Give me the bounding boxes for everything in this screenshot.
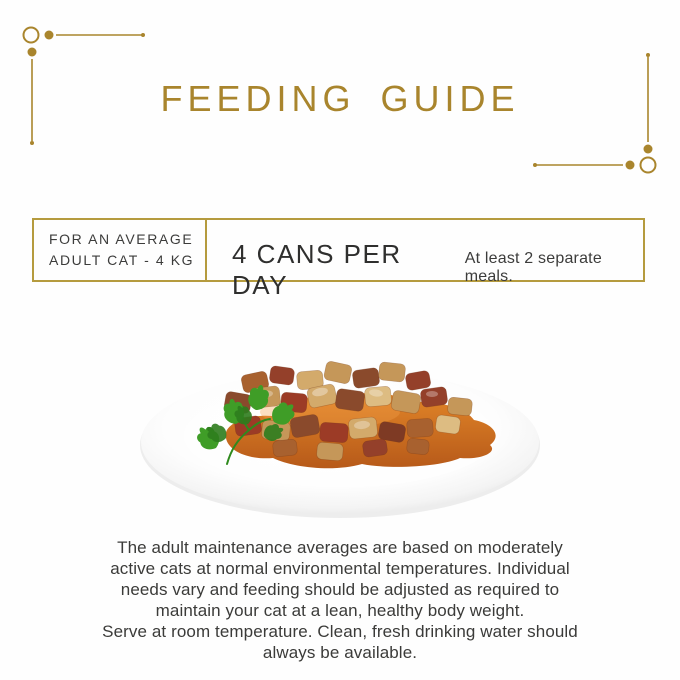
plate-of-food-image <box>130 350 550 528</box>
ration-amount: 4 CANS PER DAY <box>232 239 402 300</box>
page-title: FEEDING GUIDE <box>160 78 520 119</box>
note-line: The adult maintenance averages are based on moderately <box>117 538 563 557</box>
note-line: maintain your cat at a lean, healthy body weight. <box>155 601 525 620</box>
note-line: needs vary and feeding should be adjusted as required to <box>120 580 560 599</box>
note-line: always be available. <box>262 643 418 662</box>
note-line: Serve at room temperature. Clean, fresh drinking water should <box>102 622 578 641</box>
note-line: active cats at normal environmental temperatures. Individual <box>110 559 570 578</box>
ration-note: At least 2 separate meals. <box>464 250 602 285</box>
feeding-notes <box>0 537 680 663</box>
table-cell-subject <box>34 220 207 280</box>
subject-line-1: FOR AN AVERAGE <box>49 231 194 247</box>
feeding-table <box>32 218 645 300</box>
subject-line-2: ADULT CAT - 4 KG <box>49 252 195 268</box>
table-cell-ration <box>207 220 643 300</box>
